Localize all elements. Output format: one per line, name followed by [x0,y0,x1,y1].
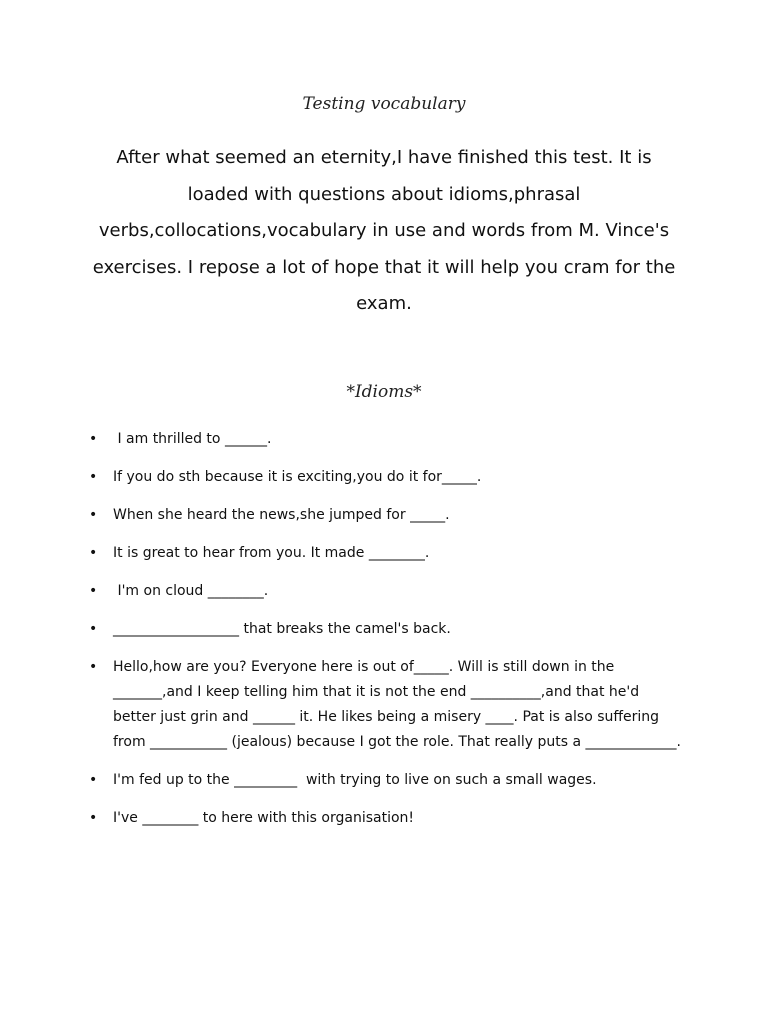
exercise-item-text: I've ________ to here with this organisation! [113,810,415,826]
exercise-item [86,617,686,642]
document-title: Testing vocabulary [302,94,466,114]
exercise-item [86,768,686,793]
bullet-icon: • [89,469,98,485]
exercise-item [86,465,686,490]
exercise-item-text: It is great to hear from you. It made ________. [113,545,430,561]
bullet-icon: • [89,621,98,637]
exercise-item-text: If you do sth because it is exciting,you do it for_____. [113,469,482,485]
exercise-item [86,503,686,528]
bullet-icon: • [89,507,98,523]
bullet-icon: • [89,431,98,447]
intro-paragraph: After what seemed an eternity,I have finished this test. It is loaded with questions about idioms,phrasal verbs,collocations,vocabulary in use and words from M. Vince's exercises. I repose a lot of hope that it will help you cram for the exam. [92,147,676,314]
bullet-icon: • [89,583,98,599]
exercise-item-text: I'm on cloud ________. [113,583,269,599]
exercise-item [86,579,686,604]
exercise-item [86,541,686,566]
exercise-item-text: __________________ that breaks the camel's back. [113,621,451,637]
exercise-item [86,806,686,831]
exercise-item-text: When she heard the news,she jumped for _____. [113,507,450,523]
section-heading-idioms: *Idioms* [346,382,422,402]
idioms-exercise-list [86,427,686,844]
exercise-item-text: I'm fed up to the _________ with trying to live on such a small wages. [113,772,597,788]
bullet-icon: • [89,545,98,561]
bullet-icon: • [89,772,98,788]
exercise-item-text: Hello,how are you? Everyone here is out of_____. Will is still down in the _______,and I keep telling him that it is not the end __________,and that he'd better just grin and ______ it. He likes being a misery ____. Pat is also suffering from ___________ (jealous) because I got the role. That really puts a _____________. [113,659,681,750]
bullet-icon: • [89,810,98,826]
exercise-item [86,427,686,452]
exercise-item-text: I am thrilled to ______. [113,431,272,447]
exercise-item [86,655,686,755]
bullet-icon: • [89,659,98,675]
